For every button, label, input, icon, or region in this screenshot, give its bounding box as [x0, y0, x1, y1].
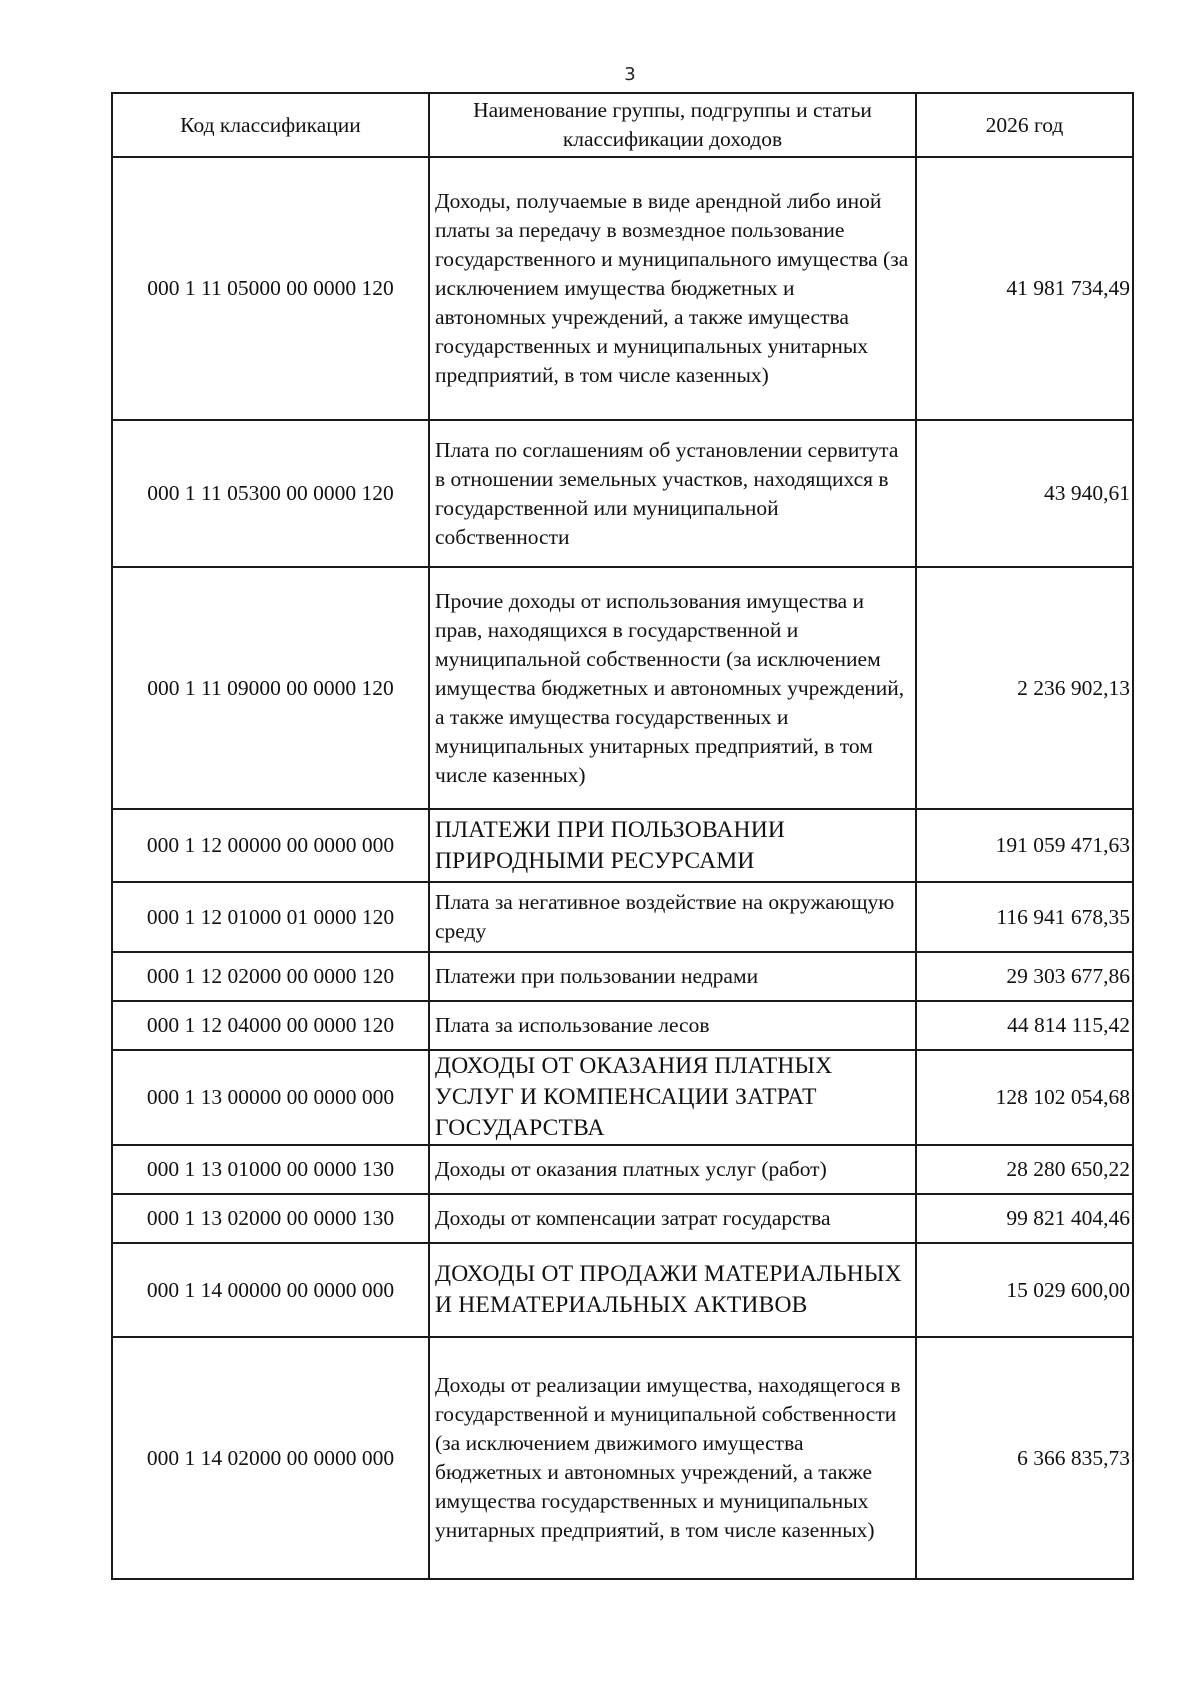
row-value: 2 236 902,13: [916, 567, 1133, 809]
row-name: Доходы, получаемые в виде арендной либо иной платы за передачу в возмездное пользование государственного и муниципального имущества (за исключением имущества бюджетных и автономных учреждений, а также имущества государственных и муниципальных унитарных предприятий, в том числе казенных): [429, 157, 916, 420]
row-name: Доходы от реализации имущества, находящегося в государственной и муниципальной собственности (за исключением движимого имущества бюджетных и автономных учреждений, а также имущества государственных и муниципальных унитарных предприятий, в том числе казенных): [429, 1337, 916, 1579]
row-code: 000 1 13 02000 00 0000 130: [112, 1194, 429, 1243]
row-code: 000 1 14 02000 00 0000 000: [112, 1337, 429, 1579]
table-row: [112, 1001, 1133, 1050]
row-code: 000 1 12 02000 00 0000 120: [112, 952, 429, 1001]
row-value: 116 941 678,35: [916, 882, 1133, 952]
row-name: Платежи при пользовании недрами: [429, 952, 916, 1001]
table-header-row: [112, 93, 1133, 157]
table-row-group: [112, 1050, 1133, 1145]
row-name: Прочие доходы от использования имущества и прав, находящихся в государственной и муниципальной собственности (за исключением имущества бюджетных и автономных учреждений, а также имущества государственных и муниципальных унитарных предприятий, в том числе казенных): [429, 567, 916, 809]
row-value: 15 029 600,00: [916, 1243, 1133, 1337]
row-name: Плата по соглашениям об установлении сервитута в отношении земельных участков, находящихся в государственной или муниципальной собственности: [429, 420, 916, 567]
row-name: Доходы от оказания платных услуг (работ): [429, 1145, 916, 1194]
page-number: 3: [624, 64, 636, 85]
row-name: Плата за негативное воздействие на окружающую среду: [429, 882, 916, 952]
header-classification-code: Код классификации: [112, 93, 429, 157]
row-value: 44 814 115,42: [916, 1001, 1133, 1050]
header-year-2026: 2026 год: [916, 93, 1133, 157]
row-code: 000 1 12 01000 01 0000 120: [112, 882, 429, 952]
income-classification-table: [111, 92, 1134, 1580]
row-code: 000 1 11 09000 00 0000 120: [112, 567, 429, 809]
table-row-group: [112, 809, 1133, 882]
row-value: 99 821 404,46: [916, 1194, 1133, 1243]
table-row: [112, 420, 1133, 567]
table-row: [112, 1194, 1133, 1243]
header-income-name: Наименование группы, подгруппы и статьи классификации доходов: [429, 93, 916, 157]
table-row: [112, 567, 1133, 809]
row-code: 000 1 12 00000 00 0000 000: [112, 809, 429, 882]
row-value: 191 059 471,63: [916, 809, 1133, 882]
table-row-group: [112, 1243, 1133, 1337]
row-code: 000 1 11 05000 00 0000 120: [112, 157, 429, 420]
row-name: ДОХОДЫ ОТ ОКАЗАНИЯ ПЛАТНЫХ УСЛУГ И КОМПЕНСАЦИИ ЗАТРАТ ГОСУДАРСТВА: [429, 1050, 916, 1145]
row-name: ПЛАТЕЖИ ПРИ ПОЛЬЗОВАНИИ ПРИРОДНЫМИ РЕСУРСАМИ: [429, 809, 916, 882]
table-row: [112, 952, 1133, 1001]
row-name: Плата за использование лесов: [429, 1001, 916, 1050]
row-code: 000 1 13 00000 00 0000 000: [112, 1050, 429, 1145]
row-value: 128 102 054,68: [916, 1050, 1133, 1145]
row-value: 6 366 835,73: [916, 1337, 1133, 1579]
row-name: Доходы от компенсации затрат государства: [429, 1194, 916, 1243]
row-code: 000 1 14 00000 00 0000 000: [112, 1243, 429, 1337]
row-value: 28 280 650,22: [916, 1145, 1133, 1194]
row-value: 41 981 734,49: [916, 157, 1133, 420]
row-code: 000 1 11 05300 00 0000 120: [112, 420, 429, 567]
table-row: [112, 1145, 1133, 1194]
row-code: 000 1 12 04000 00 0000 120: [112, 1001, 429, 1050]
row-code: 000 1 13 01000 00 0000 130: [112, 1145, 429, 1194]
table-row: [112, 1337, 1133, 1579]
row-name: ДОХОДЫ ОТ ПРОДАЖИ МАТЕРИАЛЬНЫХ И НЕМАТЕРИАЛЬНЫХ АКТИВОВ: [429, 1243, 916, 1337]
row-value: 43 940,61: [916, 420, 1133, 567]
row-value: 29 303 677,86: [916, 952, 1133, 1001]
table-row: [112, 882, 1133, 952]
table-row: [112, 157, 1133, 420]
